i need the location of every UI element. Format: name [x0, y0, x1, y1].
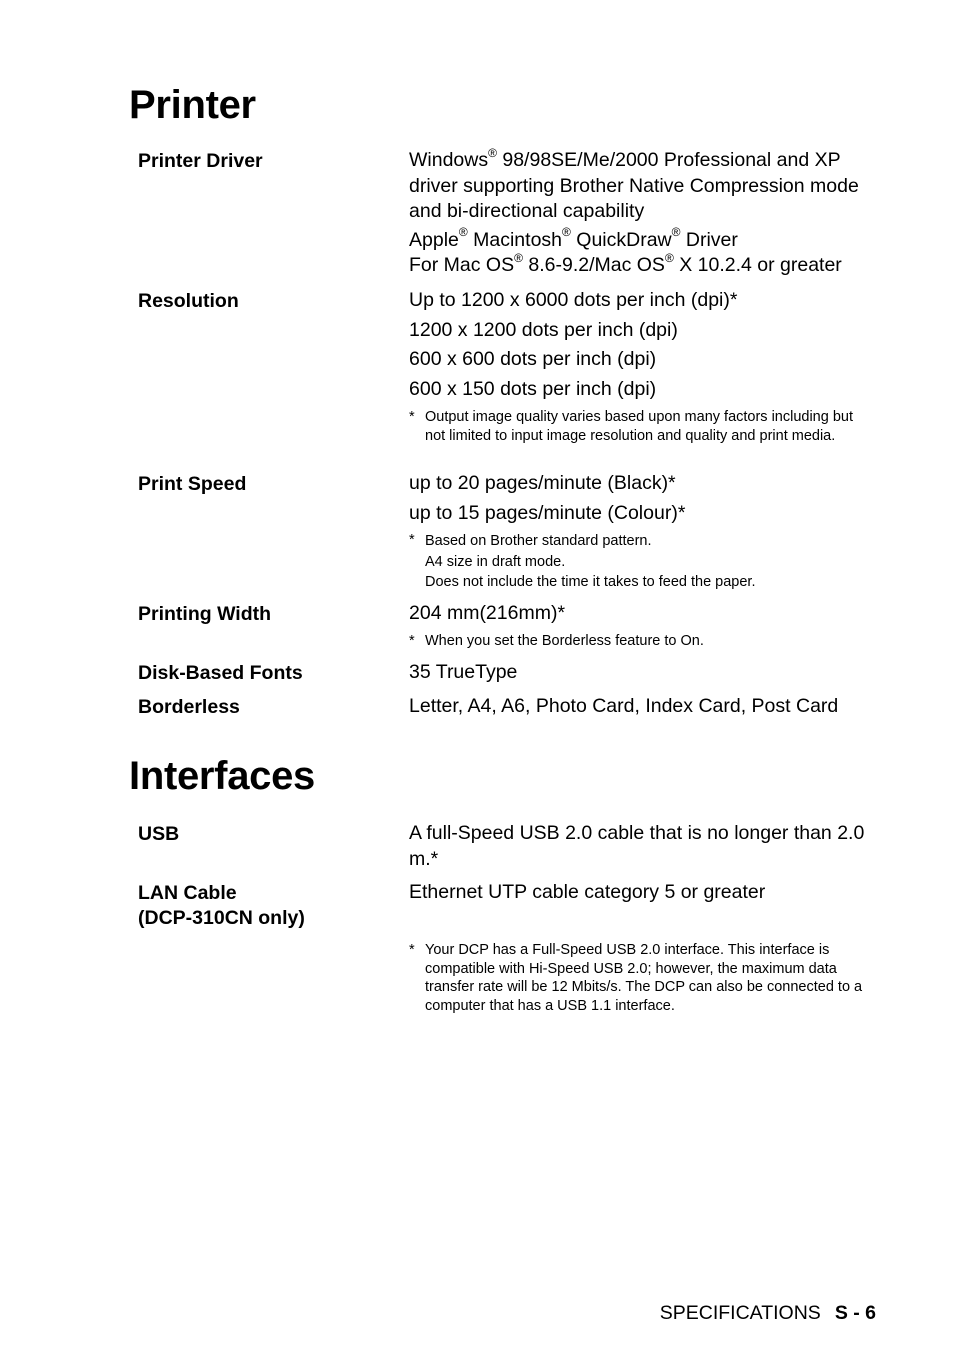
borderless-value: Letter, A4, A6, Photo Card, Index Card, Post Card — [409, 695, 839, 717]
footnote-text: When you set the Borderless feature to On. — [425, 633, 704, 649]
footnote-asterisk: * — [409, 633, 415, 649]
footnote-asterisk: * — [409, 409, 415, 425]
lan-cable-label — [138, 881, 398, 931]
resolution-line: 600 x 600 dots per inch (dpi) — [409, 348, 657, 370]
print-speed-line: up to 20 pages/minute (Black)* — [409, 472, 676, 494]
print-speed-value — [409, 469, 879, 528]
footnote-line: A4 size in draft mode. — [425, 553, 566, 570]
resolution-line: Up to 1200 x 6000 dots per inch (dpi)* — [409, 289, 738, 311]
footer-section-name: SPECIFICATIONS — [659, 1302, 821, 1324]
mac-driver-text: Apple® Macintosh® QuickDraw® Driver — [409, 225, 738, 251]
lan-cable-model-note: (DCP-310CN only) — [138, 907, 305, 929]
disk-based-fonts-label: Disk-Based Fonts — [138, 662, 303, 684]
footnote-text: Output image quality varies based upon many factors including but not limited to input image resolution and quality and print media. — [425, 409, 853, 444]
footnote-asterisk: * — [409, 942, 415, 958]
usb-label: USB — [138, 823, 180, 845]
lan-cable-label-line: LAN Cable — [138, 882, 237, 904]
disk-based-fonts-value: 35 TrueType — [409, 661, 518, 683]
print-speed-line: up to 15 pages/minute (Colour)* — [409, 501, 686, 524]
printing-width-value: 204 mm(216mm)* — [409, 602, 566, 624]
printer-driver-label: Printer Driver — [138, 150, 263, 172]
printing-width-label: Printing Width — [138, 603, 272, 625]
usb-value: A full-Speed USB 2.0 cable that is no longer than 2.0 m.* — [409, 822, 865, 870]
resolution-line: 1200 x 1200 dots per inch (dpi) — [409, 318, 678, 341]
interfaces-heading: Interfaces — [129, 754, 315, 798]
interfaces-footnote — [409, 941, 869, 1015]
footnote-text: Your DCP has a Full-Speed USB 2.0 interface. This interface is compatible with Hi-Speed USB 2.0; however, the maximum data transfer rate will be 12 Mbits/s. The DCP can also be connected to a computer that has a USB 1.1 interface. — [425, 942, 863, 1014]
print-speed-footnote — [409, 531, 869, 593]
print-speed-label: Print Speed — [138, 473, 247, 495]
mac-os-text: For Mac OS® 8.6-9.2/Mac OS® X 10.2.4 or greater — [409, 250, 842, 276]
resolution-label: Resolution — [138, 290, 239, 312]
printing-width-footnote — [409, 632, 869, 651]
page-footer — [660, 1300, 876, 1326]
footnote-line: Does not include the time it takes to feed the paper. — [425, 574, 756, 590]
borderless-label: Borderless — [138, 696, 240, 718]
footnote-asterisk: * — [409, 532, 415, 548]
lan-cable-value: Ethernet UTP cable category 5 or greater — [409, 881, 766, 903]
windows-driver-text: Windows® 98/98SE/Me/2000 Professional and XP driver supporting Brother Native Compression mode and bi-directional capability — [409, 145, 859, 222]
printer-driver-value — [409, 145, 879, 279]
footnote-line: Based on Brother standard pattern. — [425, 533, 652, 549]
printer-heading: Printer — [129, 83, 256, 127]
resolution-line: 600 x 150 dots per inch (dpi) — [409, 377, 657, 400]
page-number: S - 6 — [834, 1302, 876, 1324]
resolution-value — [409, 286, 879, 404]
resolution-footnote — [409, 408, 869, 445]
